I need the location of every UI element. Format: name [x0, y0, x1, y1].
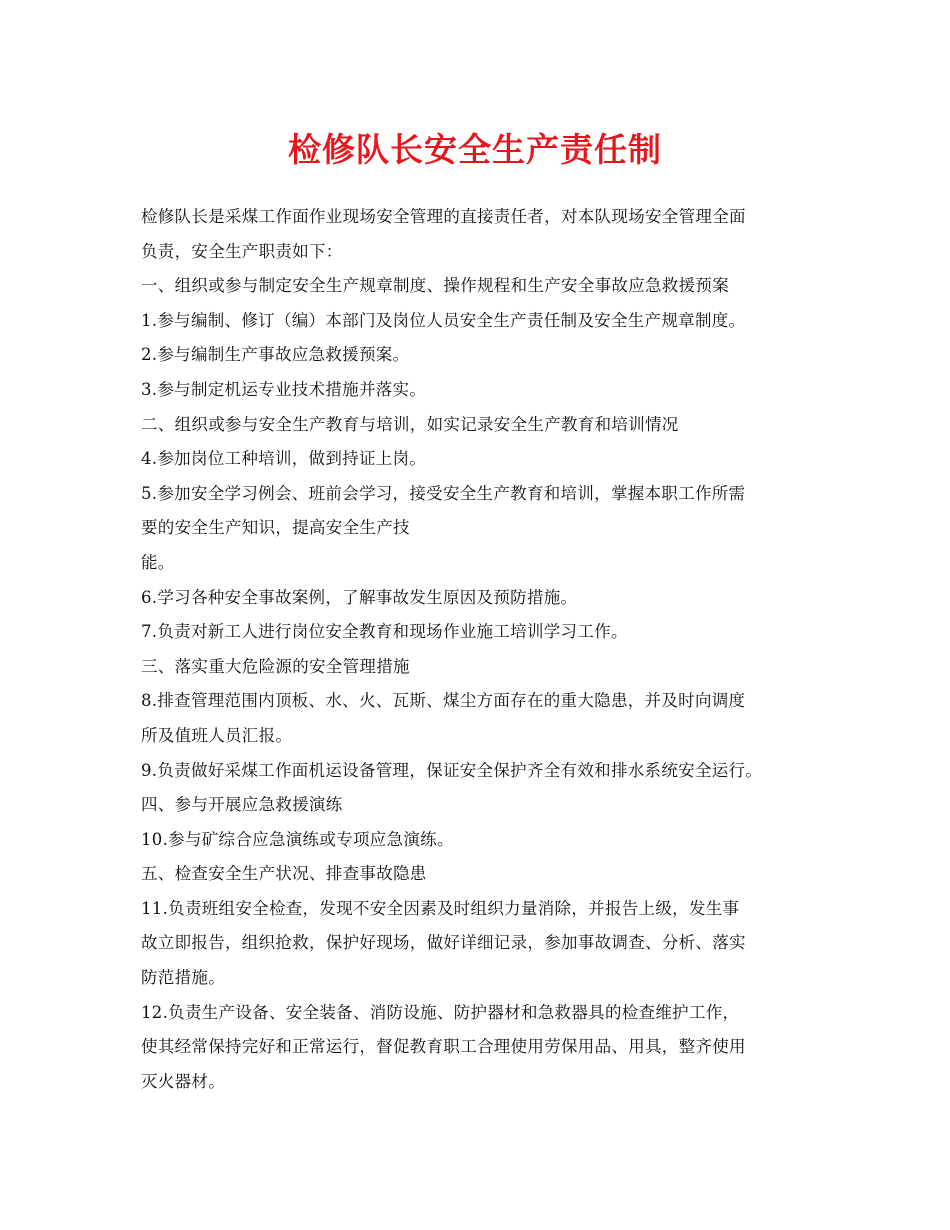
section-heading: 三、落实重大危险源的安全管理措施	[141, 656, 410, 676]
text-line: 灭火器材。	[141, 1071, 225, 1091]
text-line: 检修队长是采煤工作面作业现场安全管理的直接责任者，对本队现场安全管理全面	[141, 207, 746, 226]
document-body	[141, 200, 831, 1099]
section-heading: 一、组织或参与制定安全生产规章制度、操作规程和生产安全事故应急救援预案	[141, 276, 729, 296]
text-line: 防范措施。	[141, 968, 225, 988]
text-line: 能。	[141, 552, 175, 572]
text-line: 3.参与制定机运专业技术措施并落实。	[141, 379, 427, 399]
section-heading: 五、检查安全生产状况、排查事故隐患	[141, 864, 427, 884]
text-line: 6.学习各种安全事故案例，了解事故发生原因及预防措施。	[141, 587, 578, 607]
section-heading: 四、参与开展应急救援演练	[141, 795, 343, 815]
text-line: 要的安全生产知识，提高安全生产技	[141, 518, 410, 538]
text-line: 9.负责做好采煤工作面机运设备管理，保证安全保护齐全有效和排水系统安全运行。	[141, 760, 763, 780]
text-line: 4.参加岗位工种培训，做到持证上岗。	[141, 449, 427, 469]
text-line: 11.负责班组安全检查，发现不安全因素及时组织力量消除，并报告上级，发生事	[141, 898, 740, 918]
text-line: 8.排查管理范围内顶板、水、火、瓦斯、煤尘方面存在的重大隐患，并及时向调度	[141, 691, 746, 711]
text-line: 故立即报告，组织抢救，保护好现场，做好详细记录，参加事故调查、分析、落实	[141, 933, 746, 953]
text-line: 7.负责对新工人进行岗位安全教育和现场作业施工培训学习工作。	[141, 622, 628, 642]
text-line: 使其经常保持完好和正常运行，督促教育职工合理使用劳保用品、用具，整齐使用	[141, 1037, 746, 1057]
text-line: 2.参与编制生产事故应急救援预案。	[141, 345, 410, 365]
section-heading: 二、组织或参与安全生产教育与培训，如实记录安全生产教育和培训情况	[141, 414, 679, 434]
text-line: 1.参与编制、修订（编）本部门及岗位人员安全生产责任制及安全生产规章制度。	[141, 310, 746, 330]
text-line: 10.参与矿综合应急演练或专项应急演练。	[141, 829, 454, 849]
text-line: 所及值班人员汇报。	[141, 725, 293, 745]
text-line: 12.负责生产设备、安全装备、消防设施、防护器材和急救器具的检查维护工作，	[141, 1002, 740, 1022]
text-line: 负责，安全生产职责如下：	[141, 241, 343, 261]
document-title: 检修队长安全生产责任制	[288, 130, 662, 169]
text-line: 5.参加安全学习例会、班前会学习，接受安全生产教育和培训，掌握本职工作所需	[141, 483, 746, 503]
